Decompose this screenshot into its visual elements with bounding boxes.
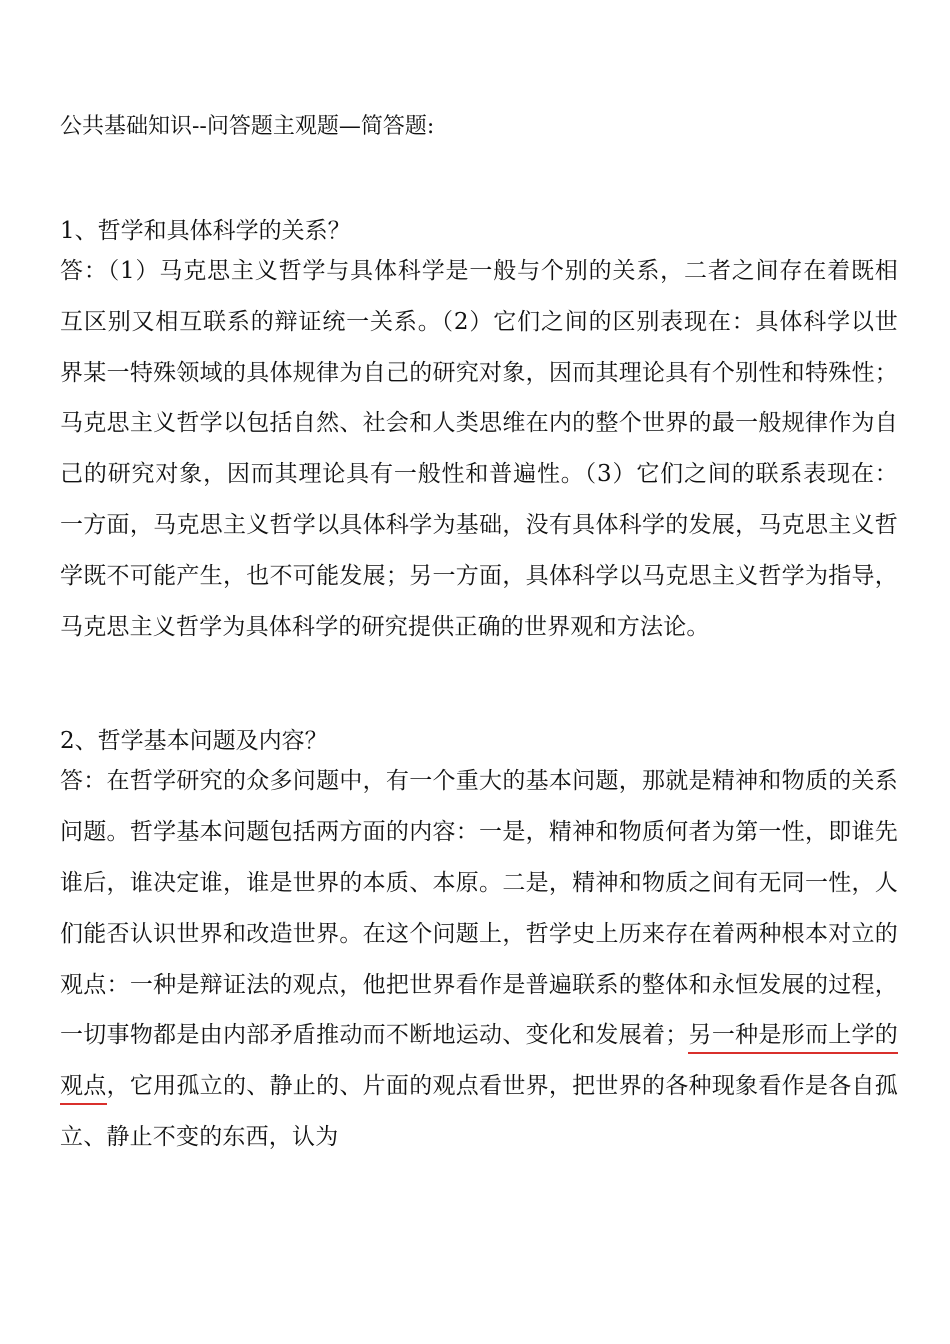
question-1-answer: 答：（1）马克思主义哲学与具体科学是一般与个别的关系，二者之间存在着既相互区别又相互联系的辩证统一关系。（2）它们之间的区别表现在：具体科学以世界某一特殊领域的具体规律为自己的研究对象，因而其理论具有个别性和特殊性；马克思主义哲学以包括自然、社会和人类思维在内的整个世界的最一般规律作为自己的研究对象，因而其理论具有一般性和普遍性。（3）它们之间的联系表现在：一方面，马克思主义哲学以具体科学为基础，没有具体科学的发展，马克思主义哲学既不可能产生，也不可能发展；另一方面，具体科学以马克思主义哲学为指导，马克思主义哲学为具体科学的研究提供正确的世界观和方法论。 <box>60 258 898 640</box>
question-2 <box>60 726 898 1162</box>
question-2-answer <box>60 756 898 1162</box>
question-2-answer-before: 答：在哲学研究的众多问题中，有一个重大的基本问题，那就是精神和物质的关系问题。哲学基本问题包括两方面的内容：一是，精神和物质何者为第一性，即谁先谁后，谁决定谁，谁是世界的本质、本原。二是，精神和物质之间有无同一性，人们能否认识世界和改造世界。在这个问题上，哲学史上历来存在着两种根本对立的观点：一种是辩证法的观点，他把世界看作是普遍联系的整体和永恒发展的过程，一切事物都是由内部矛盾推动而不断地运动、变化和发展着； <box>60 768 898 1049</box>
question-2-answer-after: ，它用孤立的、静止的、片面的观点看世界，把世界的各种现象看作是各自孤立、静止不变的东西，认为 <box>60 1073 898 1150</box>
question-2-heading: 2、哲学基本问题及内容？ <box>60 728 328 755</box>
question-1 <box>60 216 898 652</box>
underlined-highlight: 另一种是形而上学的观点 <box>60 1022 898 1105</box>
question-1-heading: 1、哲学和具体科学的关系？ <box>60 218 351 244</box>
document-title: 公共基础知识--问答题主观题—简答题: <box>60 114 435 139</box>
document-page <box>60 112 898 1163</box>
